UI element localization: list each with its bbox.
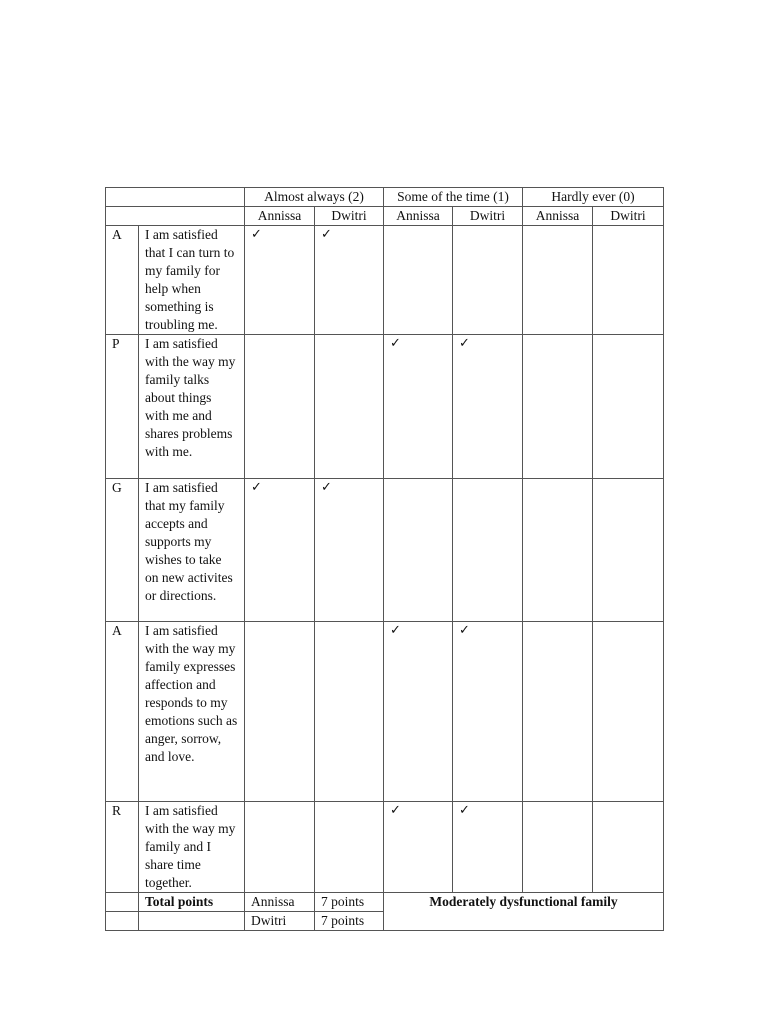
header-corner-cell bbox=[106, 188, 245, 207]
empty-cell bbox=[139, 912, 245, 931]
subheader-name: Annissa bbox=[384, 207, 453, 226]
header-hardly-ever: Hardly ever (0) bbox=[523, 188, 664, 207]
empty-cell bbox=[245, 622, 315, 802]
empty-cell bbox=[384, 226, 453, 335]
question-row bbox=[106, 622, 664, 802]
check-mark-icon: ✓ bbox=[384, 622, 453, 802]
subheader-name: Dwitri bbox=[315, 207, 384, 226]
empty-cell bbox=[453, 479, 523, 622]
row-letter: P bbox=[106, 335, 139, 479]
header-row-groups bbox=[106, 188, 664, 207]
total-points: 7 points bbox=[315, 912, 384, 931]
check-mark-icon: ✓ bbox=[315, 226, 384, 335]
header-row-names bbox=[106, 207, 664, 226]
check-mark-icon: ✓ bbox=[453, 802, 523, 893]
check-mark-icon: ✓ bbox=[384, 335, 453, 479]
total-row bbox=[106, 893, 664, 912]
empty-cell bbox=[453, 226, 523, 335]
check-mark-icon: ✓ bbox=[245, 226, 315, 335]
check-mark-icon: ✓ bbox=[384, 802, 453, 893]
question-text: I am satisfied that I can turn to my family for help when something is troubling me. bbox=[139, 226, 245, 335]
question-row bbox=[106, 335, 664, 479]
total-name: Dwitri bbox=[245, 912, 315, 931]
check-mark-icon: ✓ bbox=[315, 479, 384, 622]
empty-cell bbox=[593, 622, 664, 802]
header-almost-always: Almost always (2) bbox=[245, 188, 384, 207]
subheader-name: Dwitri bbox=[593, 207, 664, 226]
empty-cell bbox=[593, 335, 664, 479]
empty-cell bbox=[315, 335, 384, 479]
empty-cell bbox=[106, 893, 139, 912]
empty-cell bbox=[523, 802, 593, 893]
header-some-of-the-time: Some of the time (1) bbox=[384, 188, 523, 207]
question-text: I am satisfied that my family accepts and supports my wishes to take on new activites or directions. bbox=[139, 479, 245, 622]
question-row bbox=[106, 479, 664, 622]
family-apgar-table bbox=[105, 187, 664, 931]
subheader-name: Annissa bbox=[523, 207, 593, 226]
empty-cell bbox=[593, 226, 664, 335]
empty-cell bbox=[245, 335, 315, 479]
subheader-name: Annissa bbox=[245, 207, 315, 226]
empty-cell bbox=[106, 912, 139, 931]
empty-cell bbox=[523, 622, 593, 802]
check-mark-icon: ✓ bbox=[453, 335, 523, 479]
empty-cell bbox=[315, 802, 384, 893]
question-text: I am satisfied with the way my family and I share time together. bbox=[139, 802, 245, 893]
question-text: I am satisfied with the way my family expresses affection and responds to my emotions such as anger, sorrow, and love. bbox=[139, 622, 245, 802]
empty-cell bbox=[593, 479, 664, 622]
empty-cell bbox=[245, 802, 315, 893]
question-text: I am satisfied with the way my family talks about things with me and shares problems with me. bbox=[139, 335, 245, 479]
empty-cell bbox=[315, 622, 384, 802]
row-letter: A bbox=[106, 622, 139, 802]
empty-cell bbox=[593, 802, 664, 893]
check-mark-icon: ✓ bbox=[453, 622, 523, 802]
question-row bbox=[106, 802, 664, 893]
empty-cell bbox=[523, 479, 593, 622]
total-name: Annissa bbox=[245, 893, 315, 912]
empty-cell bbox=[384, 479, 453, 622]
total-points: 7 points bbox=[315, 893, 384, 912]
row-letter: R bbox=[106, 802, 139, 893]
row-letter: G bbox=[106, 479, 139, 622]
row-letter: A bbox=[106, 226, 139, 335]
header-corner-cell-2 bbox=[106, 207, 245, 226]
question-row bbox=[106, 226, 664, 335]
empty-cell bbox=[523, 226, 593, 335]
empty-cell bbox=[523, 335, 593, 479]
total-points-label: Total points bbox=[139, 893, 245, 912]
subheader-name: Dwitri bbox=[453, 207, 523, 226]
result-label: Moderately dysfunctional family bbox=[384, 893, 664, 931]
check-mark-icon: ✓ bbox=[245, 479, 315, 622]
